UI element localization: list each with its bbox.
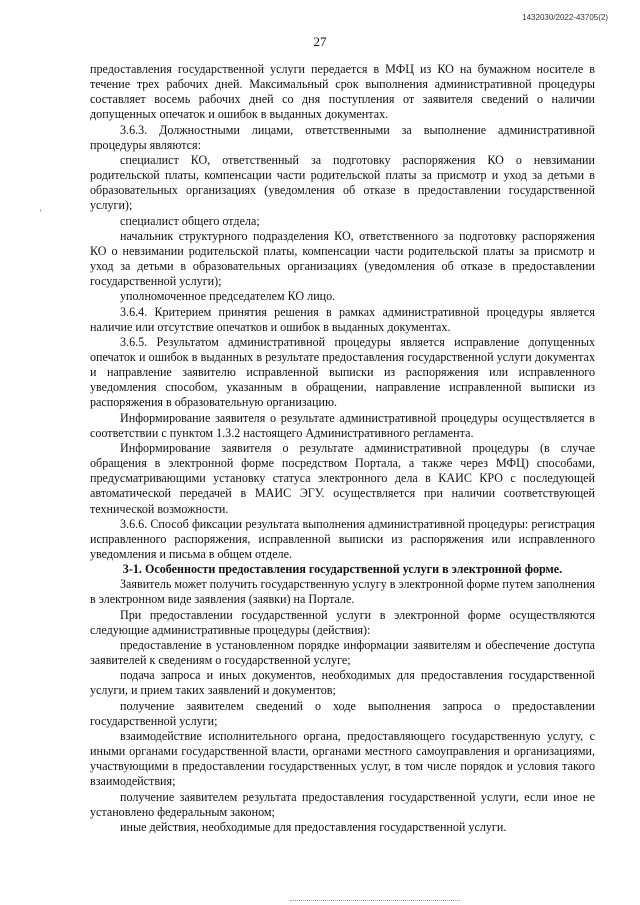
paragraph: специалист общего отдела; xyxy=(120,213,260,228)
document-id: 1432030/2022-43705(2) xyxy=(522,13,608,22)
paragraph: Информирование заявителя о результате административной процедуры (в случае обращения в электронной форме посредством Портала, а также через МФЦ) способами, предусматривающими установку статуса электронного дела в КАИС КРО с последующей автоматической передачей в МАИС ЭГУ. осуществляется при наличии соответствующей технической возможности. xyxy=(90,440,595,516)
paragraph: взаимодействие исполнительного органа, предоставляющего государственную услугу, с иными органами государственной власти, органами местного самоуправления и организациями, участвующими в предоставлении государственных услуг, в том числе порядок и условия такого взаимодействия; xyxy=(90,728,595,789)
paragraph: 3.6.6. Способ фиксации результата выполнения административной процедуры: регистрация исправленного распоряжения, исправленной выписки из распоряжения или исправленного уведомления и письма в общем отделе. xyxy=(90,516,595,561)
paragraph: Информирование заявителя о результате административной процедуры осуществляется в соответствии с пунктом 1.3.2 настоящего Административного регламента. xyxy=(90,410,595,440)
paragraph: 3.6.4. Критерием принятия решения в рамках административной процедуры является наличие или отсутствие опечатков и ошибок в выданных документах. xyxy=(90,304,595,334)
paragraph: специалист КО, ответственный за подготовку распоряжения КО о невзимании родительской платы, компенсации части родительской платы за присмотр и уход за детьми в образовательных организациях (уведомления об отказе в предоставлении государственной услуги); xyxy=(90,152,595,213)
paragraph: уполномоченное председателем КО лицо. xyxy=(120,289,336,304)
document-body xyxy=(90,62,595,835)
section-heading: 3-1. Особенности предоставления государственной услуги в электронной форме. xyxy=(122,562,563,577)
paragraph: иные действия, необходимые для предоставления государственной услуги. xyxy=(120,819,507,834)
paragraph: получение заявителем результата предоставления государственной услуги, если иное не установлено федеральным законом; xyxy=(90,789,595,819)
paragraph: начальник структурного подразделения КО, ответственного за подготовку распоряжения КО о невзимании родительской платы, компенсации части родительской платы за присмотр и уход за детьми в образовательных организациях (уведомления об отказе в предоставлении государственной услуги); xyxy=(90,228,595,289)
paragraph: Заявитель может получить государственную услугу в электронной форме путем заполнения в электронном виде заявления (заявки) на Портале. xyxy=(90,577,595,607)
paragraph: 3.6.3. Должностными лицами, ответственными за выполнение административной процедуры являются: xyxy=(90,122,595,152)
paragraph: предоставление в установленном порядке информации заявителям и обеспечение доступа заявителей к сведениям о государственной услуге; xyxy=(90,637,595,668)
paragraph: 3.6.5. Результатом административной процедуры является исправление допущенных опечаток и ошибок в выданных в результате предоставления государственной услуги документах и направление заявителю исправленной выписки из распоряжения или исправленного уведомления способом, указанным в обращении, направление исправленной выписки из распоряжения в образовательную организацию. xyxy=(90,334,595,410)
scan-artifact-line xyxy=(290,900,460,901)
paragraph: предоставления государственной услуги передается в МФЦ из КО на бумажном носителе в течение трех рабочих дней. Максимальный срок выполнения административной процедуры составляет восемь рабочих дней со дня поступления от заявителя сведений о наличии допущенных опечаток и ошибок в выданных документах. xyxy=(90,62,595,122)
margin-mark: ' xyxy=(40,208,42,218)
paragraph: получение заявителем сведений о ходе выполнения запроса о предоставлении государственной услуги; xyxy=(90,698,595,728)
paragraph: При предоставлении государственной услуги в электронной форме осуществляются следующие административные процедуры (действия): xyxy=(90,607,595,637)
page-number: 27 xyxy=(313,34,327,49)
paragraph: подача запроса и иных документов, необходимых для предоставления государственной услуги, и прием таких заявлений и документов; xyxy=(90,668,595,698)
